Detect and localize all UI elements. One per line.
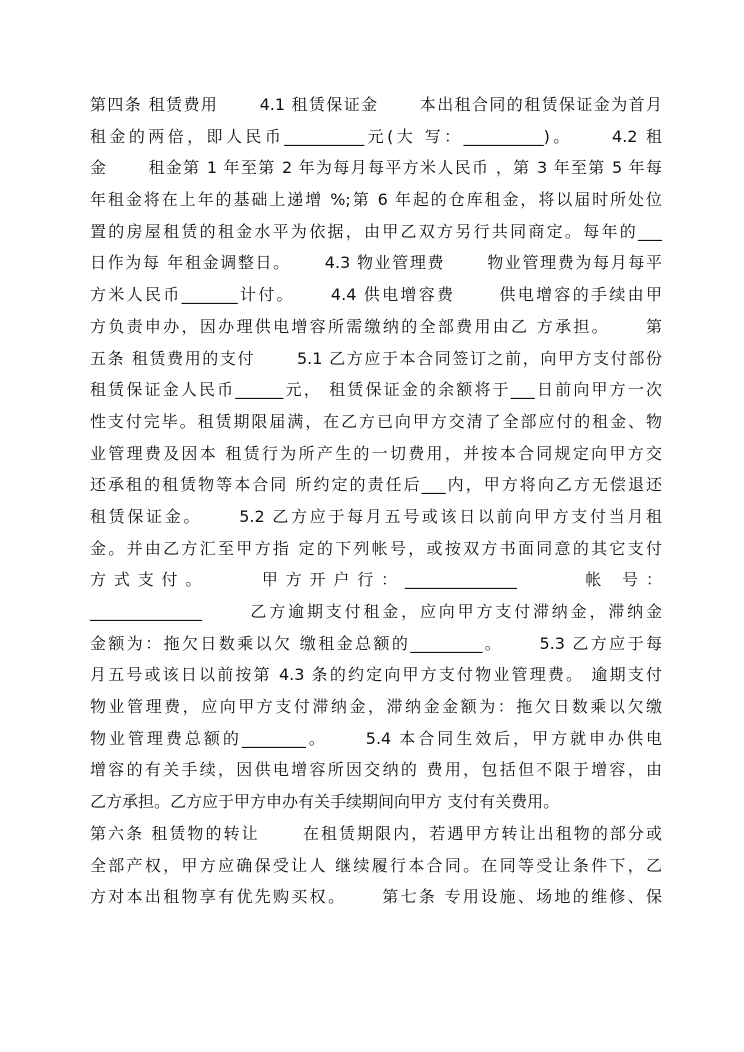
text-line: 业管理费及因本 租赁行为所产生的一切费用，并按本合同规定向甲方交 — [90, 443, 662, 463]
contract-text — [90, 89, 662, 913]
text-line: 租金的两倍，即人民币__________元(大 写：__________)。 4.2 租 — [90, 126, 662, 146]
text-line: 五条 租赁费用的支付 5.1 乙方应于本合同签订之前，向甲方支付部份 — [90, 348, 662, 368]
text-line: 月五号或该日以前按第 4.3 条的约定向甲方支付物业管理费。 逾期支付 — [90, 665, 662, 685]
text-line: 乙方承担。乙方应于甲方申办有关手续期间向甲方 支付有关费用。 — [90, 792, 560, 812]
text-line: 置的房屋租赁的租金水平为依据，由甲乙双方另行共同商定。每年的___ — [90, 221, 662, 241]
text-line: ______________ 乙方逾期支付租金，应向甲方支付滞纳金，滞纳金 — [90, 602, 662, 621]
text-line: 第六条 租赁物的转让 在租赁期限内，若遇甲方转让出租物的部分或 — [90, 823, 662, 843]
text-line: 日作为每 年租金调整日。 4.3 物业管理费 物业管理费为每月每平 — [90, 253, 662, 273]
text-line: 金额为：拖欠日数乘以欠 缴租金总额的_________。 5.3 乙方应于每 — [90, 633, 662, 653]
text-line: 方对本出租物享有优先购买权。 第七条 专用设施、场地的维修、保 — [90, 887, 662, 907]
text-line: 年租金将在上年的基础上递增 %;第 6 年起的仓库租金，将以届时所处位 — [90, 190, 662, 210]
text-line: 物业管理费，应向甲方支付滞纳金，滞纳金金额为：拖欠日数乘以欠缴 — [90, 697, 662, 717]
text-line: 租赁保证金。 5.2 乙方应于每月五号或该日以前向甲方支付当月租 — [90, 506, 662, 526]
text-line: 方米人民币_______计付。 4.4 供电增容费 供电增容的手续由甲 — [90, 285, 662, 305]
text-line: 金。并由乙方汇至甲方指 定的下列帐号，或按双方书面同意的其它支付 — [90, 538, 662, 558]
text-line: 全部产权，甲方应确保受让人 继续履行本合同。在同等受让条件下，乙 — [90, 855, 662, 875]
text-line: 增容的有关手续，因供电增容所因交纳的 费用，包括但不限于增容，由 — [90, 760, 662, 780]
text-line: 方负责申办，因办理供电增容所需缴纳的全部费用由乙 方承担。 第 — [90, 316, 662, 336]
text-line: 方式支付。 甲方开户行：______________ 帐 号： — [90, 570, 662, 590]
text-line: 第四条 租赁费用 4.1 租赁保证金 本出租合同的租赁保证金为首月 — [90, 95, 662, 114]
text-line: 还承租的租赁物等本合同 所约定的责任后___内，甲方将向乙方无偿退还 — [90, 475, 662, 495]
text-line: 金 租金第 1 年至第 2 年为每月每平方米人民币 ，第 3 年至第 5 年每 — [90, 158, 662, 178]
text-line: 租赁保证金人民币______元， 租赁保证金的余额将于___日前向甲方一次 — [90, 380, 662, 400]
text-line: 性支付完毕。租赁期限届满，在乙方已向甲方交清了全部应付的租金、物 — [90, 411, 662, 431]
text-line: 物业管理费总额的________。 5.4 本合同生效后，甲方就申办供电 — [90, 728, 662, 748]
